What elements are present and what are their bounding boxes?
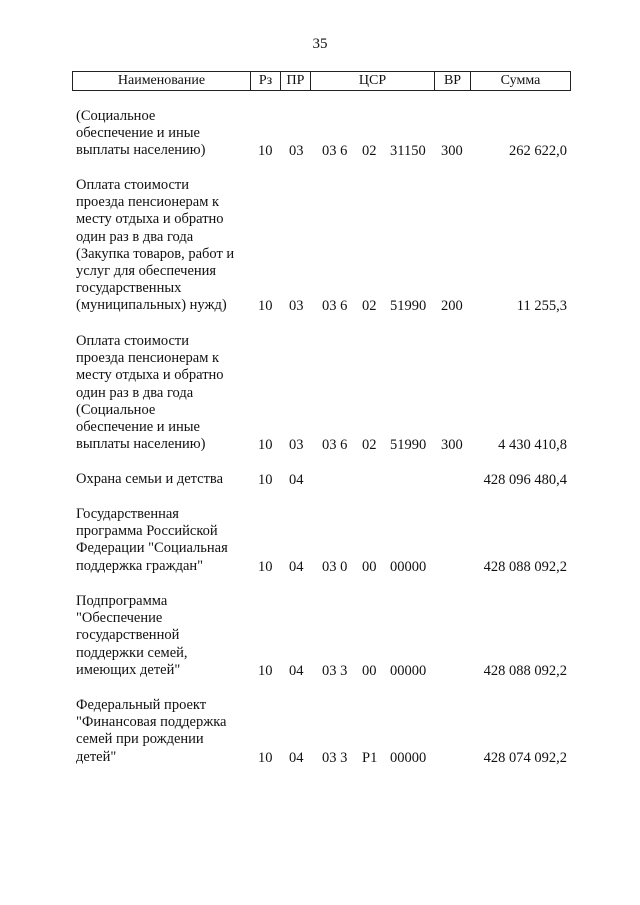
row-name: Федеральный проект "Финансовая поддержка семей при рождении детей" xyxy=(76,697,227,765)
row-sum: 262 622,0 xyxy=(509,142,567,159)
row-pr: 03 xyxy=(289,436,304,453)
row-csr-program: 03 6 xyxy=(322,142,348,159)
row-csr-direction: 00000 xyxy=(390,662,427,679)
row-rz: 10 xyxy=(258,662,273,679)
row-csr-direction: 00000 xyxy=(390,558,427,575)
table-row xyxy=(0,593,640,680)
row-pr: 04 xyxy=(289,558,304,575)
row-sum: 428 096 480,4 xyxy=(483,471,567,488)
header-rz: Рз xyxy=(251,72,281,91)
header-csr: ЦСР xyxy=(311,72,435,91)
table-row xyxy=(0,697,640,767)
row-sum: 428 088 092,2 xyxy=(483,558,567,575)
row-name: Подпрограмма "Обеспечение государственной поддержки семей, имеющих детей" xyxy=(76,593,188,678)
row-pr: 04 xyxy=(289,471,304,488)
row-csr-subprogram: 00 xyxy=(362,662,377,679)
row-vr: 300 xyxy=(441,142,463,159)
row-csr-direction: 51990 xyxy=(390,297,427,314)
row-pr: 03 xyxy=(289,297,304,314)
header-name: Наименование xyxy=(73,72,251,91)
row-csr-subprogram: 02 xyxy=(362,436,377,453)
row-csr-subprogram: 02 xyxy=(362,297,377,314)
row-pr: 03 xyxy=(289,142,304,159)
header-vr: ВР xyxy=(435,72,471,91)
row-name: (Социальное обеспечение и иные выплаты населению) xyxy=(76,108,206,159)
table-row xyxy=(0,108,640,160)
row-csr-direction: 51990 xyxy=(390,436,427,453)
row-rz: 10 xyxy=(258,749,273,766)
table-row xyxy=(0,333,640,454)
row-csr-program: 03 6 xyxy=(322,436,348,453)
row-rz: 10 xyxy=(258,471,273,488)
row-name: Государственная программа Российской Федерации "Социальная поддержка граждан" xyxy=(76,506,228,574)
row-csr-program: 03 6 xyxy=(322,297,348,314)
row-name: Оплата стоимости проезда пенсионерам к месту отдыха и обратно один раз в два года (Социальное обеспечение и иные выплаты населению) xyxy=(76,333,224,453)
row-csr-program: 03 3 xyxy=(322,662,348,679)
row-csr-program: 03 0 xyxy=(322,558,348,575)
row-sum: 11 255,3 xyxy=(516,297,567,314)
row-sum: 428 088 092,2 xyxy=(483,662,567,679)
row-vr: 300 xyxy=(441,436,463,453)
row-rz: 10 xyxy=(258,142,273,159)
table-row xyxy=(0,177,640,315)
row-csr-subprogram: P1 xyxy=(362,749,378,766)
row-csr-program: 03 3 xyxy=(322,749,348,766)
row-pr: 04 xyxy=(289,749,304,766)
page-number: 35 xyxy=(312,36,328,52)
header-pr: ПР xyxy=(281,72,311,91)
row-rz: 10 xyxy=(258,558,273,575)
table-row xyxy=(0,506,640,576)
row-sum: 428 074 092,2 xyxy=(483,749,567,766)
row-rz: 10 xyxy=(258,297,273,314)
row-csr-direction: 31150 xyxy=(390,142,426,159)
row-pr: 04 xyxy=(289,662,304,679)
row-name: Охрана семьи и детства xyxy=(76,471,224,487)
row-csr-direction: 00000 xyxy=(390,749,427,766)
header-sum: Сумма xyxy=(471,72,571,91)
row-vr: 200 xyxy=(441,297,463,314)
row-csr-subprogram: 02 xyxy=(362,142,377,159)
row-csr-subprogram: 00 xyxy=(362,558,377,575)
table-row xyxy=(0,471,640,489)
row-name: Оплата стоимости проезда пенсионерам к месту отдыха и обратно один раз в два года (Закупка товаров, работ и услуг для обеспечения государственных (муниципальных) нужд) xyxy=(76,177,235,314)
row-rz: 10 xyxy=(258,436,273,453)
row-sum: 4 430 410,8 xyxy=(498,436,567,453)
